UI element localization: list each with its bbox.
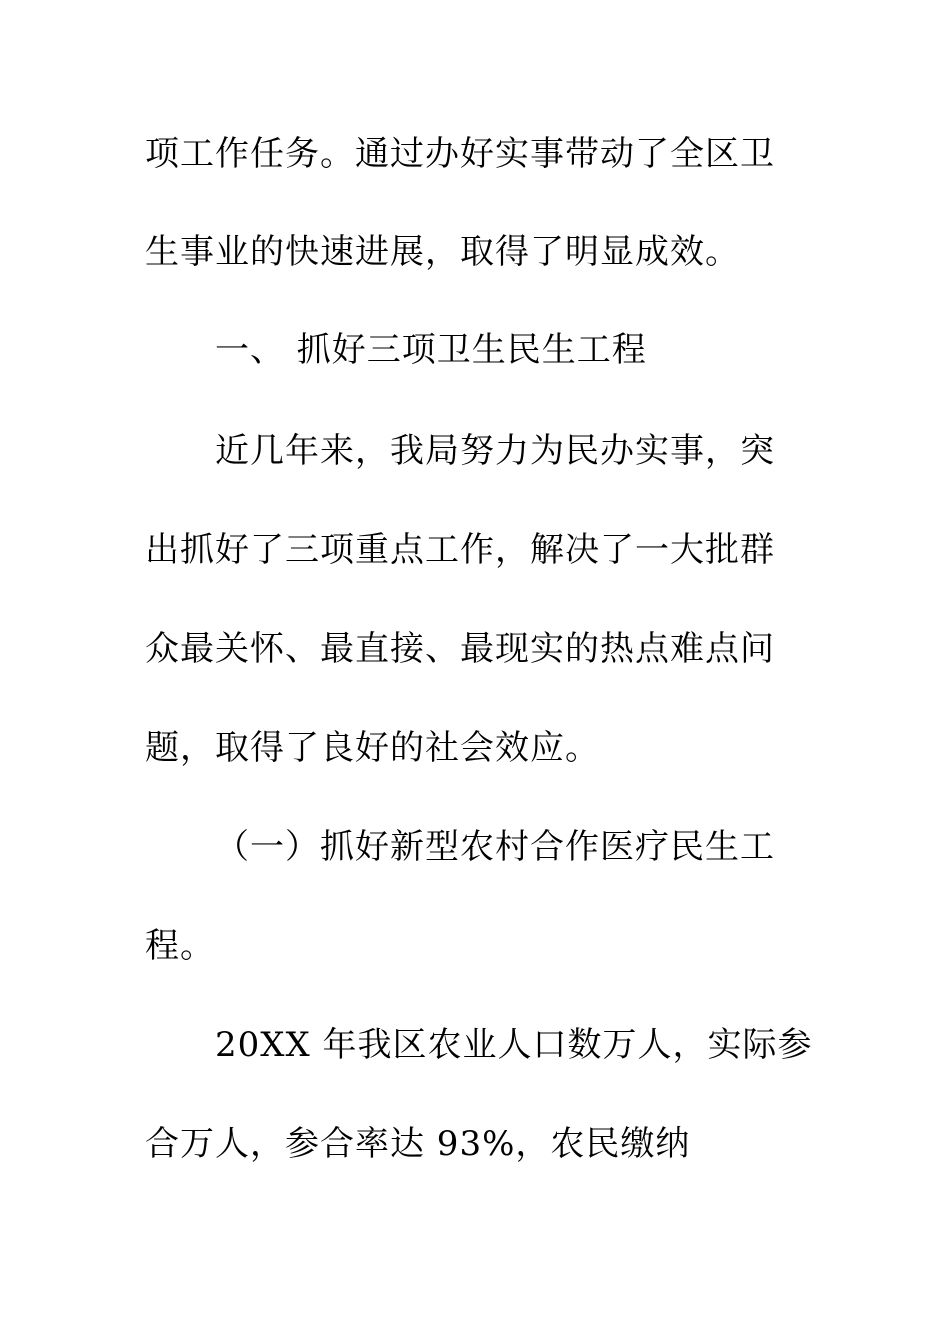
paragraph-line: 合万人，参合率达 93%，农民缴纳: [145, 1124, 691, 1164]
paragraph-line: 生事业的快速进展，取得了明显成效。: [145, 232, 740, 272]
paragraph-line: 项工作任务。通过办好实事带动了全区卫: [145, 134, 775, 174]
paragraph-line: 出抓好了三项重点工作，解决了一大批群: [145, 530, 775, 570]
subsection-heading: （一）抓好新型农村合作医疗民生工: [215, 827, 775, 867]
paragraph-line: 题，取得了良好的社会效应。: [145, 728, 600, 768]
paragraph-line: 近几年来，我局努力为民办实事，突: [215, 431, 775, 471]
paragraph-line: 众最关怀、最直接、最现实的热点难点问: [145, 629, 775, 669]
subsection-heading-continued: 程。: [145, 926, 215, 966]
paragraph-line: 20XX 年我区农业人口数万人，实际参: [215, 1025, 813, 1065]
section-heading: 一、 抓好三项卫生民生工程: [215, 330, 647, 370]
